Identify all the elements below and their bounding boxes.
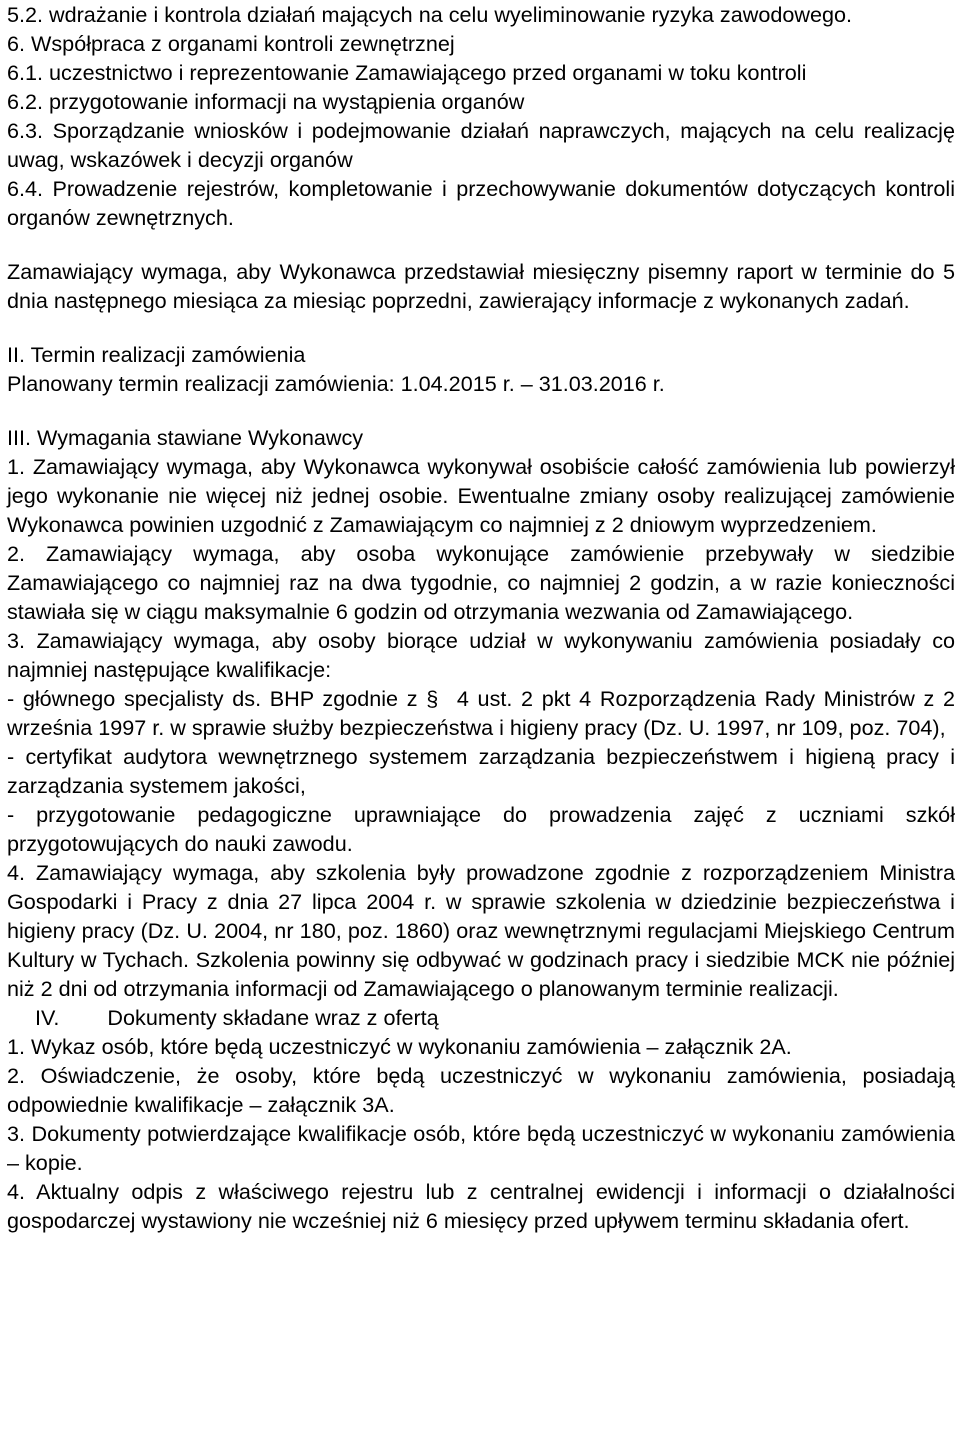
requirement-3-pedagogy: - przygotowanie pedagogiczne uprawniające do prowadzenia zajęć z uczniami szkół przygotowujących do nauki zawodu. [7,802,955,856]
section-6-heading: 6. Współpraca z organami kontroli zewnętrznej [7,31,455,56]
spacer [7,398,955,423]
item-6-3: 6.3. Sporządzanie wniosków i podejmowanie działań naprawczych, mających na celu realizację uwag, wskazówek i decyzji organów [7,118,955,172]
requirement-1: 1. Zamawiający wymaga, aby Wykonawca wykonywał osobiście całość zamówienia lub powierzył jego wykonanie nie więcej niż jednej osobie. Ewentualne zmiany osoby realizującej zamówienie Wykonawca powinien uzgodnić z Zamawiającym co najmniej z 2 dniowym wyprzedzeniem. [7,454,955,537]
requirement-3-bhp-pre: - głównego specjalisty ds. BHP zgodnie z [7,686,418,711]
paragraph-symbol: § [426,686,439,711]
requirement-3: 3. Zamawiający wymaga, aby osoby biorące udział w wykonywaniu zamówienia posiadały co najmniej następujące kwalifikacje: [7,628,955,682]
section-2-title: II. Termin realizacji zamówienia [7,342,306,367]
requirement-3-bhp [7,684,955,742]
section-4-title [7,1003,955,1032]
report-paragraph: Zamawiający wymaga, aby Wykonawca przedstawiał miesięczny pisemny raport w terminie do 5 dnia następnego miesiąca za miesiąc poprzedni, zawierający informacje z wykonanych zadań. [7,259,955,313]
section-2-text: Planowany termin realizacji zamówienia: 1.04.2015 r. – 31.03.2016 r. [7,371,665,396]
document-4: 4. Aktualny odpis z właściwego rejestru lub z centralnej ewidencji i informacji o działalności gospodarczej wystawiony nie wcześniej niż 6 miesięcy przed upływem terminu składania ofert. [7,1179,955,1233]
requirement-3-certificate: - certyfikat audytora wewnętrznego systemem zarządzania bezpieczeństwem i higieną pracy i zarządzania systemem jakości, [7,744,955,798]
item-6-4: 6.4. Prowadzenie rejestrów, kompletowanie i przechowywanie dokumentów dotyczących kontroli organów zewnętrznych. [7,176,955,230]
item-6-2: 6.2. przygotowanie informacji na wystąpienia organów [7,89,525,114]
document-2: 2. Oświadczenie, że osoby, które będą uczestniczyć w wykonaniu zamówienia, posiadają odpowiednie kwalifikacje – załącznik 3A. [7,1063,955,1117]
requirement-2: 2. Zamawiający wymaga, aby osoba wykonujące zamówienie przebywały w siedzibie Zamawiającego co najmniej raz na dwa tygodnie, co najmniej 2 godzin, a w razie konieczności stawiała się w ciągu maksymalnie 6 godzin od otrzymania wezwania od Zamawiającego. [7,541,955,624]
document-3: 3. Dokumenty potwierdzające kwalifikacje osób, które będą uczestniczyć w wykonaniu zamówienia – kopie. [7,1121,955,1175]
section-3-title: III. Wymagania stawiane Wykonawcy [7,425,364,450]
item-6-1: 6.1. uczestnictwo i reprezentowanie Zamawiającego przed organami w toku kontroli [7,60,807,85]
item-5-2: 5.2. wdrażanie i kontrola działań mających na celu wyeliminowanie ryzyka zawodowego. [7,2,852,27]
spacer [7,232,955,257]
spacer [7,315,955,340]
section-4-number: IV. [35,1005,60,1030]
section-4-label: Dokumenty składane wraz z ofertą [107,1005,439,1030]
requirement-4: 4. Zamawiający wymaga, aby szkolenia były prowadzone zgodnie z rozporządzeniem Ministra Gospodarki i Pracy z dnia 27 lipca 2004 r. w sprawie szkolenia w dziedzinie bezpieczeństwa i higieny pracy (Dz. U. 2004, nr 180, poz. 1860) oraz wewnętrznymi regulacjami Miejskiego Centrum Kultury w Tychach. Szkolenia powinny się odbywać w godzinach pracy i siedzibie MCK nie później niż 2 dni od otrzymania informacji od Zamawiającego o planowanym terminie realizacji. [7,860,955,1001]
requirement-3-bhp-post: 4 ust. 2 pkt 4 Rozporządzenia Rady Ministrów z 2 września 1997 r. w sprawie służby bezpieczeństwa i higieny pracy (Dz. U. 1997, nr 109, poz. 704), [7,686,955,740]
document-1: 1. Wykaz osób, które będą uczestniczyć w wykonaniu zamówienia – załącznik 2A. [7,1034,792,1059]
document-page [7,0,955,1235]
